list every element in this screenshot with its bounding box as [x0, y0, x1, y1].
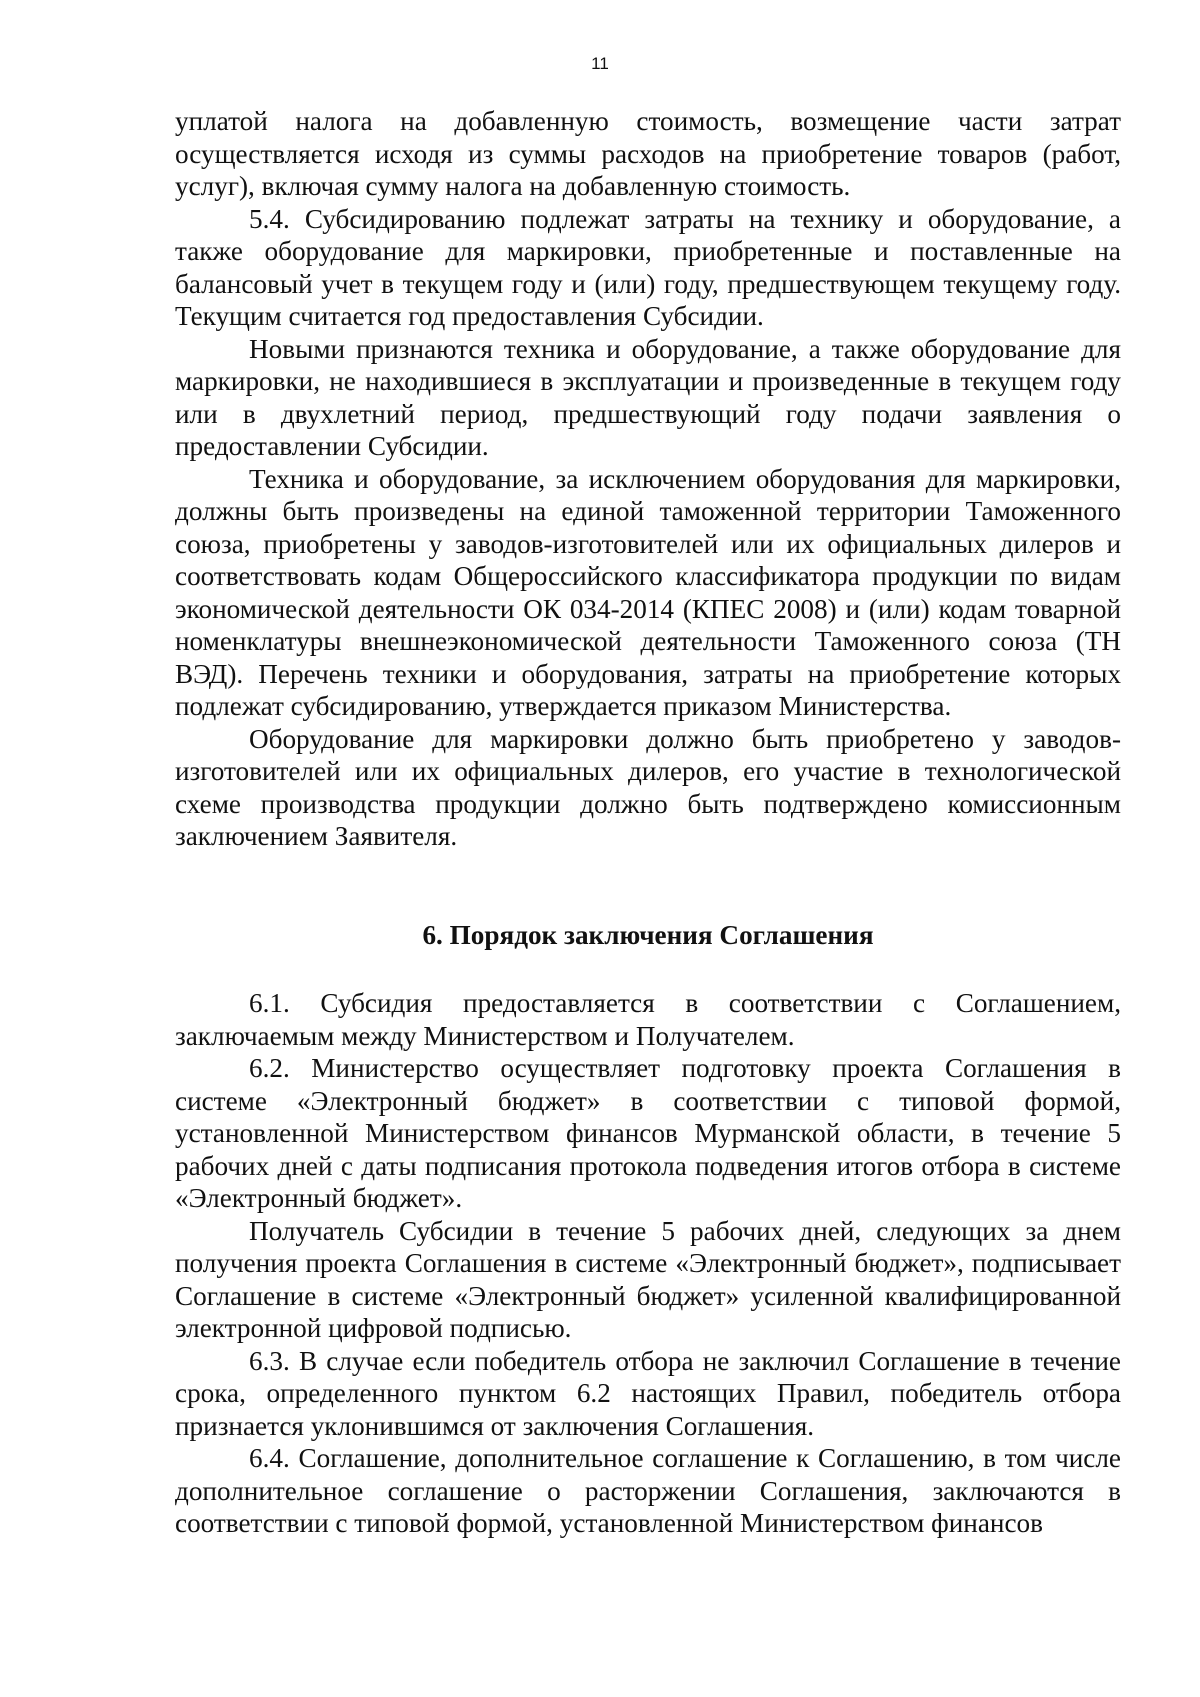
section-6-heading: 6. Порядок заключения Соглашения: [422, 919, 874, 950]
paragraph-new-equipment: Новыми признаются техника и оборудование, а также оборудование для маркировки, не находившиеся в эксплуатации и произведенные в текущем году или в двухлетний период, предшествующий году подачи заявления о предоставлении Субсидии.: [175, 333, 1121, 461]
paragraph-recipient-signing: Получатель Субсидии в течение 5 рабочих дней, следующих за днем получения проекта Соглашения в системе «Электронный бюджет», подписывает Соглашение в системе «Электронный бюджет» усиленной квалифицированной электронной цифровой подписью.: [175, 1215, 1121, 1343]
paragraph-6-4: 6.4. Соглашение, дополнительное соглашение к Соглашению, в том числе дополнительное соглашение о расторжении Соглашения, заключаются в соответствии с типовой формой, установленной Министерством финансов: [175, 1443, 1121, 1538]
paragraph-continuation: уплатой налога на добавленную стоимость, возмещение части затрат осуществляется исходя из суммы расходов на приобретение товаров (работ, услуг), включая сумму налога на добавленную стоимость.: [175, 106, 1121, 201]
paragraph-5-4: 5.4. Субсидированию подлежат затраты на технику и оборудование, а также оборудование для маркировки, приобретенные и поставленные на балансовый учет в текущем году и (или) году, предшествующем текущему году. Текущим считается год предоставления Субсидии.: [175, 203, 1121, 331]
page-number: 11: [591, 54, 609, 73]
document-body: [175, 105, 1121, 1540]
paragraph-6-2: 6.2. Министерство осуществляет подготовку проекта Соглашения в системе «Электронный бюджет» в соответствии с типовой формой, установленной Министерством финансов Мурманской области, в течение 5 рабочих дней с даты подписания протокола подведения итогов отбора в системе «Электронный бюджет».: [175, 1053, 1121, 1213]
paragraph-marking-equipment: Оборудование для маркировки должно быть приобретено у заводов-изготовителей или их официальных дилеров, его участие в технологической схеме производства продукции должно быть подтверждено комиссионным заключением Заявителя.: [175, 723, 1121, 851]
paragraph-6-3: 6.3. В случае если победитель отбора не заключил Соглашение в течение срока, определенного пунктом 6.2 настоящих Правил, победитель отбора признается уклонившимся от заключения Соглашения.: [175, 1345, 1121, 1441]
paragraph-6-1: 6.1. Субсидия предоставляется в соответствии с Соглашением, заключаемым между Министерством и Получателем.: [175, 988, 1121, 1051]
paragraph-equipment-requirements: Техника и оборудование, за исключением оборудования для маркировки, должны быть произведены на единой таможенной территории Таможенного союза, приобретены у заводов-изготовителей или их официальных дилеров и соответствовать кодам Общероссийского классификатора продукции по видам экономической деятельности ОК 034-2014 (КПЕС 2008) и (или) кодам товарной номенклатуры внешнеэкономической деятельности Таможенного союза (ТН ВЭД). Перечень техники и оборудования, затраты на приобретение которых подлежат субсидированию, утверждается приказом Министерства.: [175, 463, 1121, 721]
